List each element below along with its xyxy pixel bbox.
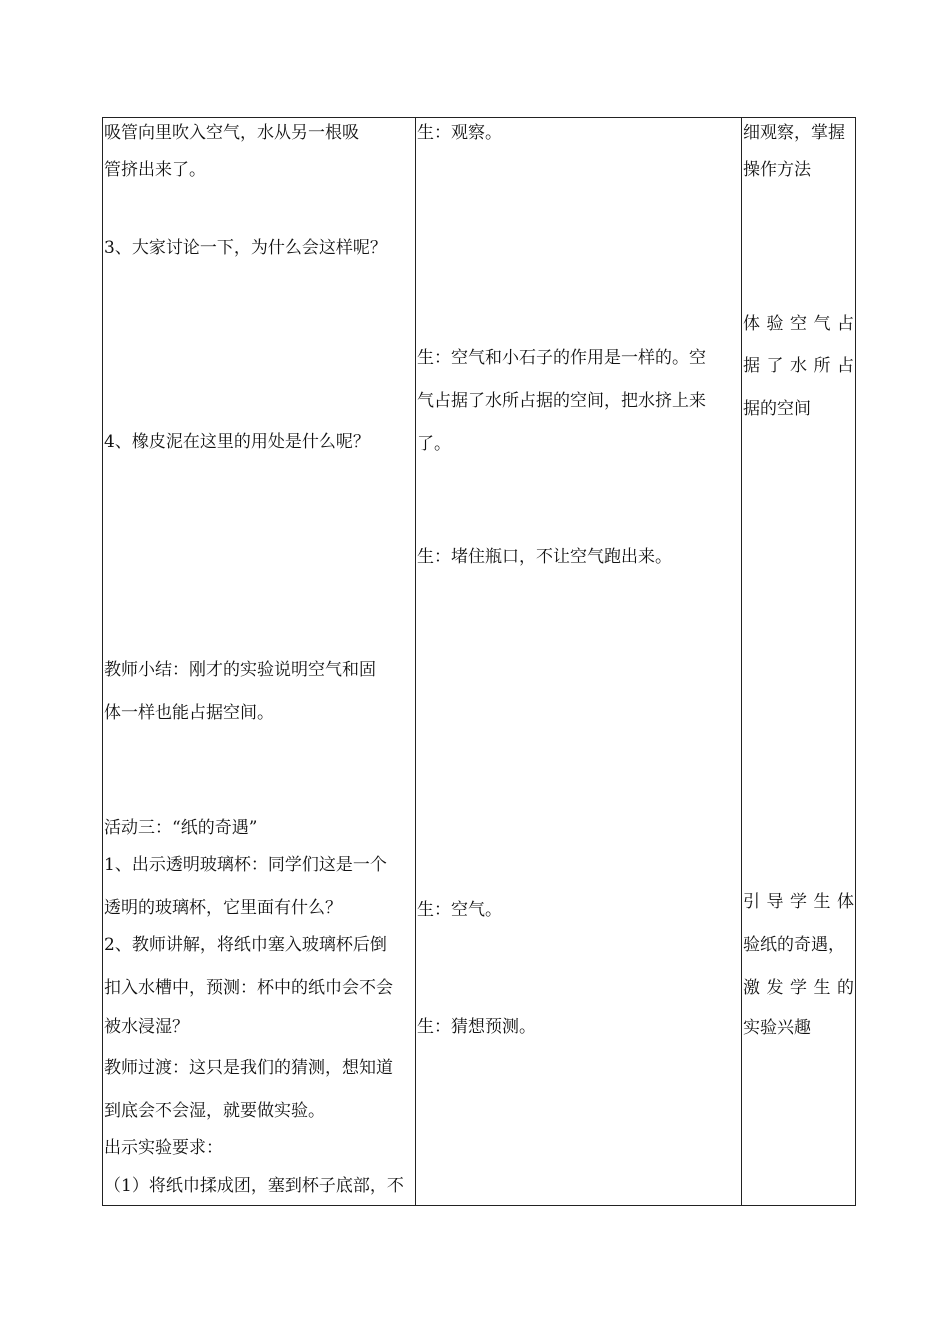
design-intent-line: 据了水所占 — [743, 356, 854, 376]
column-divider — [741, 118, 742, 1205]
student-response: 生：空气。 — [417, 900, 502, 920]
teacher-question: 4、橡皮泥在这里的用处是什么呢？ — [104, 432, 370, 452]
student-response: 生：空气和小石子的作用是一样的。空 — [417, 348, 706, 368]
teacher-question: 3、大家讨论一下，为什么会这样呢？ — [104, 238, 387, 258]
student-response: 生：观察。 — [417, 123, 502, 143]
design-intent-line: 体验空气占 — [743, 314, 854, 334]
student-response: 气占据了水所占据的空间，把水挤上来 — [417, 391, 706, 411]
teacher-summary: 体一样也能占据空间。 — [104, 703, 274, 723]
teacher-text-line: （1）将纸巾揉成团，塞到杯子底部，不 — [104, 1176, 404, 1196]
design-intent-line: 细观察，掌握 — [743, 123, 845, 143]
lesson-plan-table — [102, 117, 856, 1206]
design-intent-line: 据的空间 — [743, 399, 811, 419]
teacher-text-line: 教师过渡：这只是我们的猜测，想知道 — [104, 1058, 393, 1078]
teacher-summary: 教师小结：刚才的实验说明空气和固 — [104, 660, 376, 680]
student-response: 生：堵住瓶口，不让空气跑出来。 — [417, 547, 672, 567]
teacher-text-line: 透明的玻璃杯，它里面有什么？ — [104, 898, 342, 918]
design-intent-line: 验纸的奇遇， — [743, 935, 845, 955]
column-divider — [415, 118, 416, 1205]
design-intent-line: 实验兴趣 — [743, 1018, 811, 1038]
teacher-text-line: 扣入水槽中，预测：杯中的纸巾会不会 — [104, 978, 393, 998]
activity-title: 活动三：“纸的奇遇” — [104, 818, 258, 838]
design-intent-line: 操作方法 — [743, 160, 811, 180]
teacher-text-line: 管挤出来了。 — [104, 160, 206, 180]
student-response: 了。 — [417, 434, 451, 454]
teacher-text-line: 被水浸湿？ — [104, 1017, 189, 1037]
teacher-text-line: 吸管向里吹入空气，水从另一根吸 — [104, 123, 359, 143]
teacher-text-line: 到底会不会湿，就要做实验。 — [104, 1101, 325, 1121]
student-response: 生：猜想预测。 — [417, 1017, 536, 1037]
teacher-text-line: 出示实验要求： — [104, 1138, 223, 1158]
design-intent-line: 激发学生的 — [743, 978, 854, 998]
teacher-text-line: 1、出示透明玻璃杯：同学们这是一个 — [104, 855, 387, 875]
teacher-text-line: 2、教师讲解，将纸巾塞入玻璃杯后倒 — [104, 935, 387, 955]
design-intent-line: 引导学生体 — [743, 892, 854, 912]
